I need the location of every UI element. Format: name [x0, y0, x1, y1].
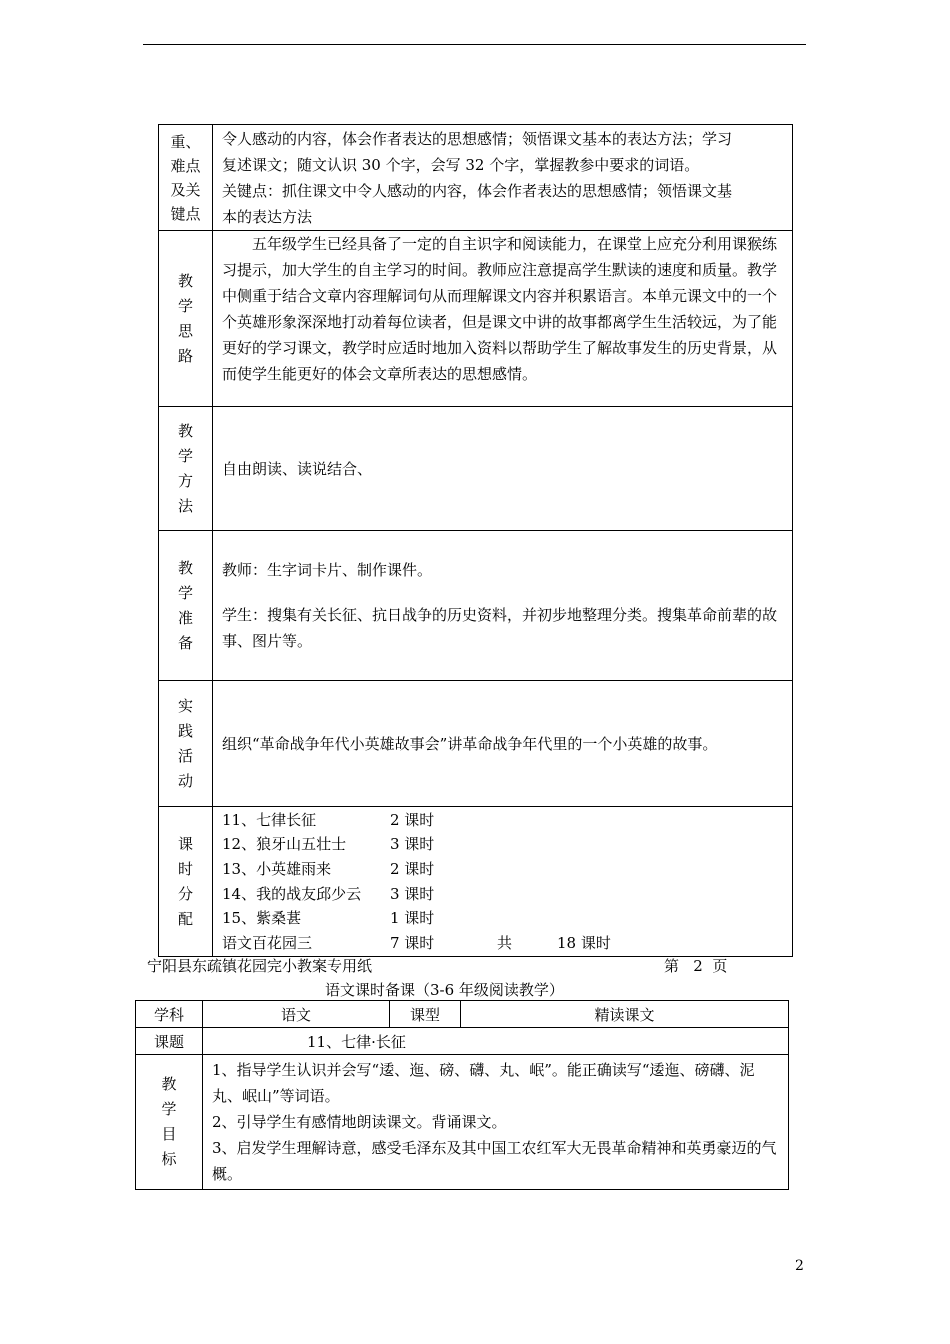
schedule-label: 课时分配 — [177, 834, 193, 928]
subject-label: 学科 — [136, 1001, 203, 1028]
schedule-lesson: 13、小英雄雨来 — [222, 859, 332, 878]
key-points-label: 重、难点及关键点 — [170, 132, 201, 223]
school-name: 宁阳县东疏镇花园完小教案专用纸 — [147, 957, 373, 975]
goal-item: 1、指导学生认识并会写“逶、迤、磅、礴、丸、岷”。能正确读写“逶迤、磅礴、泥丸、岷山”等词语。 — [212, 1061, 755, 1105]
schedule-label-cell — [159, 807, 213, 957]
lesson-plan-title: 语文课时备课（3-6 年级阅读教学） — [325, 981, 564, 999]
header-rule — [143, 44, 806, 45]
goals-label-cell — [136, 1055, 203, 1190]
preparation-row — [159, 531, 793, 681]
lesson-plan-table-lower — [135, 1000, 789, 1190]
teaching-method-row — [159, 407, 793, 531]
subject-value: 语文 — [203, 1001, 390, 1028]
subject-row — [136, 1001, 789, 1028]
teaching-idea-content — [213, 231, 793, 407]
goals-label: 教学目标 — [161, 1075, 177, 1168]
teaching-idea-row — [159, 231, 793, 407]
key-points-content — [213, 125, 793, 231]
page-indicator: 第 2 页 — [664, 957, 728, 975]
type-value: 精读课文 — [461, 1001, 789, 1028]
schedule-hours: 2 课时 — [390, 810, 435, 829]
schedule-lesson: 语文百花园三 — [222, 933, 313, 952]
teaching-idea-label-cell — [159, 231, 213, 407]
goal-item: 3、启发学生理解诗意，感受毛泽东及其中国工农红军大无畏革命精神和英勇豪迈的气概。 — [212, 1139, 777, 1183]
key-points-line: 关键点：抓住课文中令人感动的内容，体会作者表达的思想感情；领悟课文基 — [222, 182, 733, 200]
schedule-row — [159, 807, 793, 957]
preparation-content — [213, 531, 793, 681]
topic-label: 课题 — [136, 1028, 203, 1055]
teaching-method-label: 教学方法 — [177, 421, 193, 515]
schedule-lesson: 12、狼牙山五壮士 — [222, 835, 347, 854]
key-points-line: 复述课文；随文认识 30 个字，会写 32 个字，掌握教参中要求的词语。 — [222, 156, 700, 174]
preparation-label-cell — [159, 531, 213, 681]
preparation-teacher: 教师：生字词卡片、制作课件。 — [222, 561, 433, 579]
lesson-plan-table-upper — [158, 124, 793, 957]
schedule-lesson: 15、紫桑葚 — [222, 909, 302, 928]
schedule-hours: 1 课时 — [390, 909, 435, 928]
practice-label: 实践活动 — [177, 696, 193, 790]
page-number: 2 — [795, 1258, 804, 1274]
goals-content — [203, 1055, 789, 1190]
teaching-method-label-cell — [159, 407, 213, 531]
key-points-row — [159, 125, 793, 231]
practice-content — [213, 681, 793, 807]
schedule-hours: 7 课时 — [390, 933, 435, 952]
schedule-content — [213, 807, 793, 957]
teaching-idea-label: 教学思路 — [177, 271, 193, 365]
schedule-hours: 2 课时 — [390, 859, 435, 878]
teaching-method-text: 自由朗读、读说结合、 — [222, 459, 373, 478]
schedule-total-label: 共 — [497, 933, 513, 952]
teaching-method-content — [213, 407, 793, 531]
teaching-idea-text: 五年级学生已经具备了一定的自主识字和阅读能力，在课堂上应充分利用课猴练习提示，加大学生的自主学习的时间。教师应注意提高学生默读的速度和质量。教学中侧重于结合文章内容理解词句从而理解课文内容并积累语言。本单元课文中的一个个英雄形象深深地打动着每位读者，但是课文中讲的故事都离学生生活较远，为了能更好的学习课文，教学时应适时地加入资料以帮助学生了解故事发生的历史背景，从而使学生能更好的体会文章所表达的思想感情。 — [222, 235, 778, 383]
preparation-label: 教学准备 — [177, 558, 193, 652]
practice-label-cell — [159, 681, 213, 807]
key-points-line: 令人感动的内容，体会作者表达的思想感情；领悟课文基本的表达方法；学习 — [222, 130, 733, 148]
topic-value: 11、七律·长征 — [203, 1028, 789, 1055]
practice-row — [159, 681, 793, 807]
schedule-lesson: 11、七律长征 — [222, 810, 317, 829]
key-points-label-cell — [159, 125, 213, 231]
schedule-list — [222, 808, 784, 956]
key-points-line: 本的表达方法 — [222, 208, 313, 226]
type-label: 课型 — [390, 1001, 461, 1028]
schedule-hours: 3 课时 — [390, 884, 435, 903]
schedule-total-value: 18 课时 — [557, 933, 611, 952]
goal-item: 2、引导学生有感情地朗读课文。背诵课文。 — [212, 1113, 507, 1131]
topic-row — [136, 1028, 789, 1055]
preparation-student: 学生：搜集有关长征、抗日战争的历史资料，并初步地整理分类。搜集革命前辈的故事、图片等。 — [222, 606, 778, 650]
practice-text: 组织“革命战争年代小英雄故事会”讲革命战争年代里的一个小英雄的故事。 — [222, 734, 718, 753]
goals-row — [136, 1055, 789, 1190]
schedule-hours: 3 课时 — [390, 835, 435, 854]
schedule-lesson: 14、我的战友邱少云 — [222, 884, 362, 903]
